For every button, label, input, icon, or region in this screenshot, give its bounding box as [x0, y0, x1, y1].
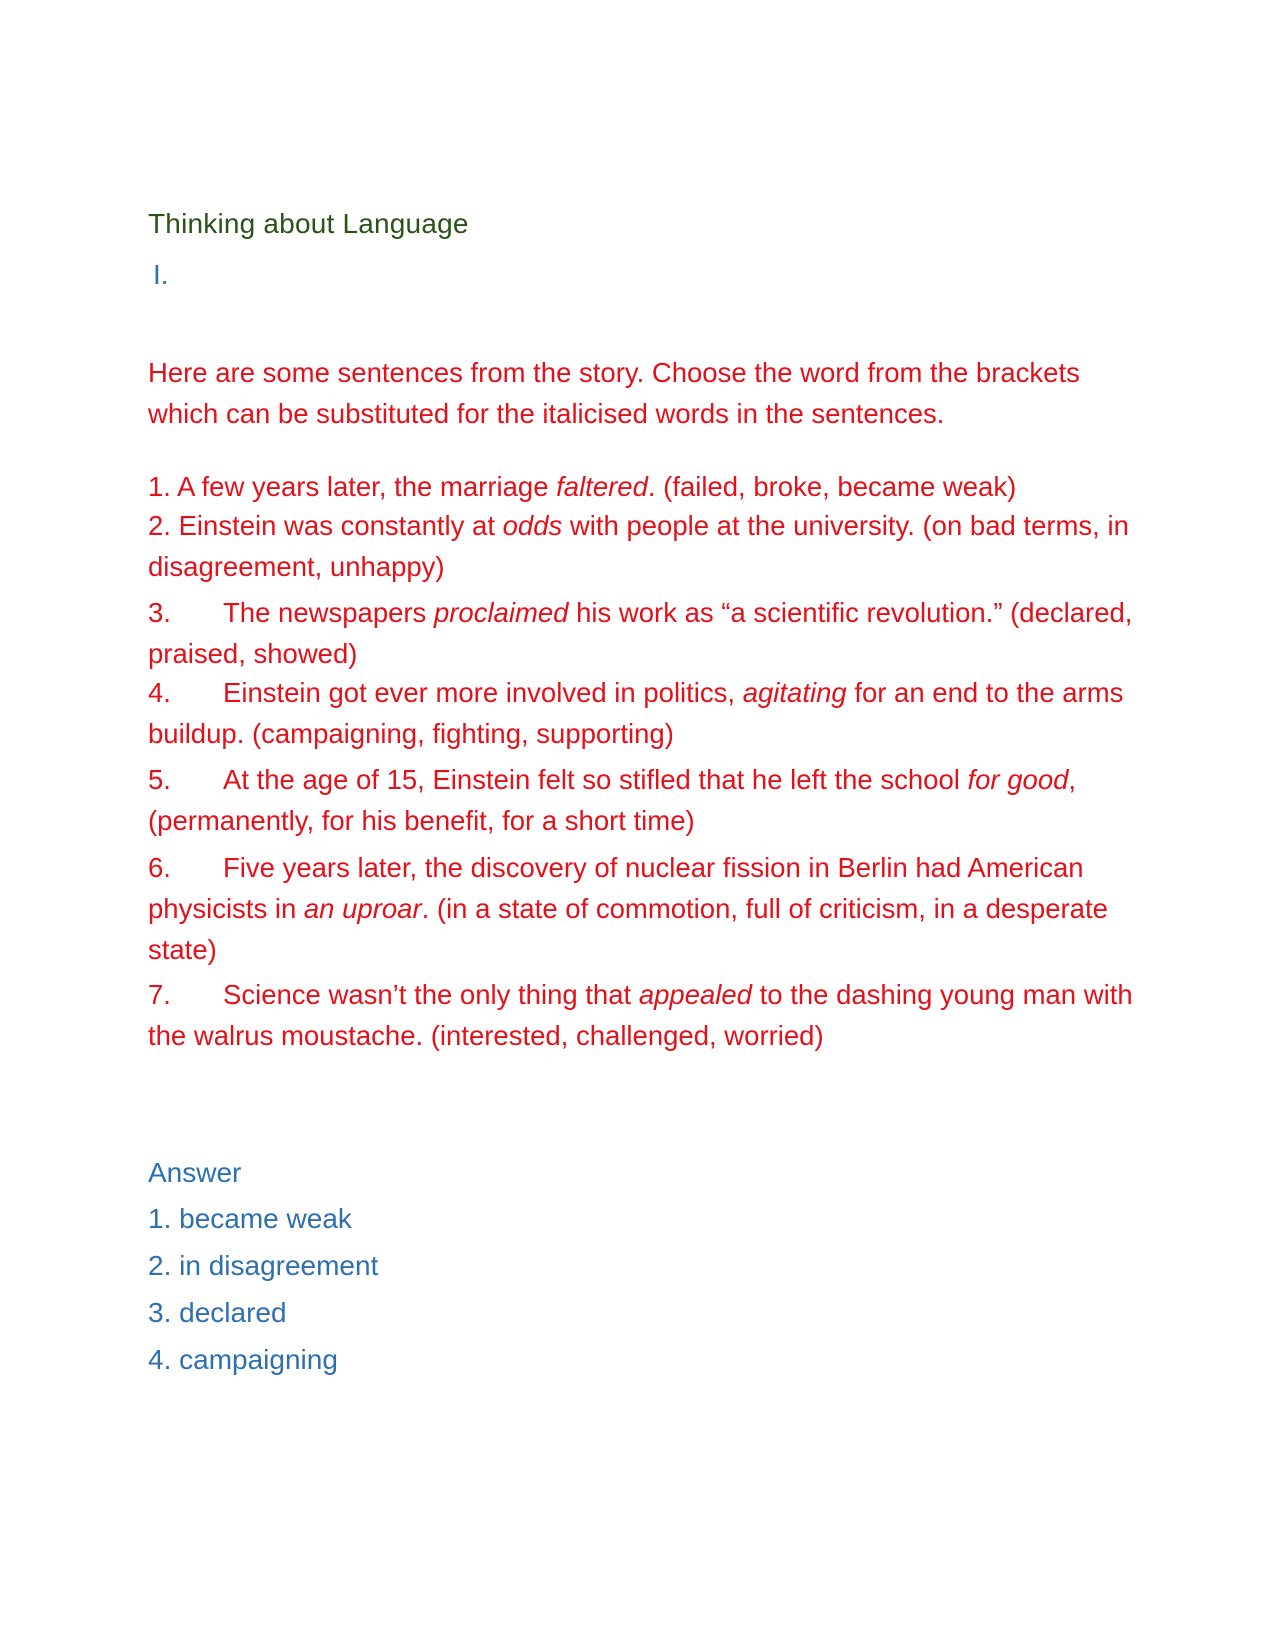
question-4	[148, 672, 1138, 754]
question-text: A few years later, the marriage	[177, 471, 557, 502]
question-1	[148, 466, 1138, 507]
answer-heading: Answer	[148, 1157, 242, 1188]
question-text: The newspapers	[223, 597, 434, 628]
question-5	[148, 759, 1138, 841]
question-text: Einstein was constantly at	[178, 510, 503, 541]
italic-word: odds	[502, 510, 563, 541]
question-number: 2.	[148, 510, 171, 541]
question-number: 7.	[148, 979, 171, 1010]
question-options: his work as “a scientific revolution.” (declared, praised, showed)	[148, 597, 1133, 669]
answer-item: 1. became weak	[148, 1203, 352, 1234]
document-title: Thinking about Language	[148, 208, 469, 239]
italic-word: faltered	[556, 471, 648, 502]
instructions: Here are some sentences from the story. Choose the word from the brackets which can be substituted for the italicised words in the sentences.	[148, 357, 1080, 429]
question-options: . (in a state of commotion, full of criticism, in a desperate state)	[148, 893, 1108, 965]
question-number: 5.	[148, 764, 171, 795]
italic-word: proclaimed	[433, 597, 569, 628]
italic-word: agitating	[742, 677, 847, 708]
italic-word: for good	[967, 764, 1069, 795]
question-2	[148, 505, 1138, 587]
question-3	[148, 592, 1138, 674]
question-options: , (permanently, for his benefit, for a short time)	[148, 764, 1077, 836]
question-text: Science wasn’t the only thing that	[223, 979, 639, 1010]
question-options: for an end to the arms buildup. (campaigning, fighting, supporting)	[148, 677, 1124, 749]
question-7	[148, 974, 1138, 1056]
question-number: 3.	[148, 597, 171, 628]
answer-item: 4. campaigning	[148, 1344, 338, 1375]
question-number: 1.	[148, 471, 171, 502]
italic-word: an uproar	[303, 893, 422, 924]
section-number: I.	[153, 259, 169, 290]
question-text: Einstein got ever more involved in politics,	[223, 677, 743, 708]
question-text: At the age of 15, Einstein felt so stifled that he left the school	[223, 764, 968, 795]
italic-word: appealed	[638, 979, 752, 1010]
question-number: 4.	[148, 677, 171, 708]
answer-item: 3. declared	[148, 1297, 287, 1328]
question-options: . (failed, broke, became weak)	[647, 471, 1017, 502]
question-6	[148, 847, 1138, 970]
question-options: to the dashing young man with the walrus moustache. (interested, challenged, worried)	[148, 979, 1133, 1051]
question-options: with people at the university. (on bad terms, in disagreement, unhappy)	[148, 510, 1129, 582]
answer-item: 2. in disagreement	[148, 1250, 379, 1281]
question-text: Five years later, the discovery of nuclear fission in Berlin had American physicists in	[148, 852, 1084, 924]
question-number: 6.	[148, 852, 171, 883]
